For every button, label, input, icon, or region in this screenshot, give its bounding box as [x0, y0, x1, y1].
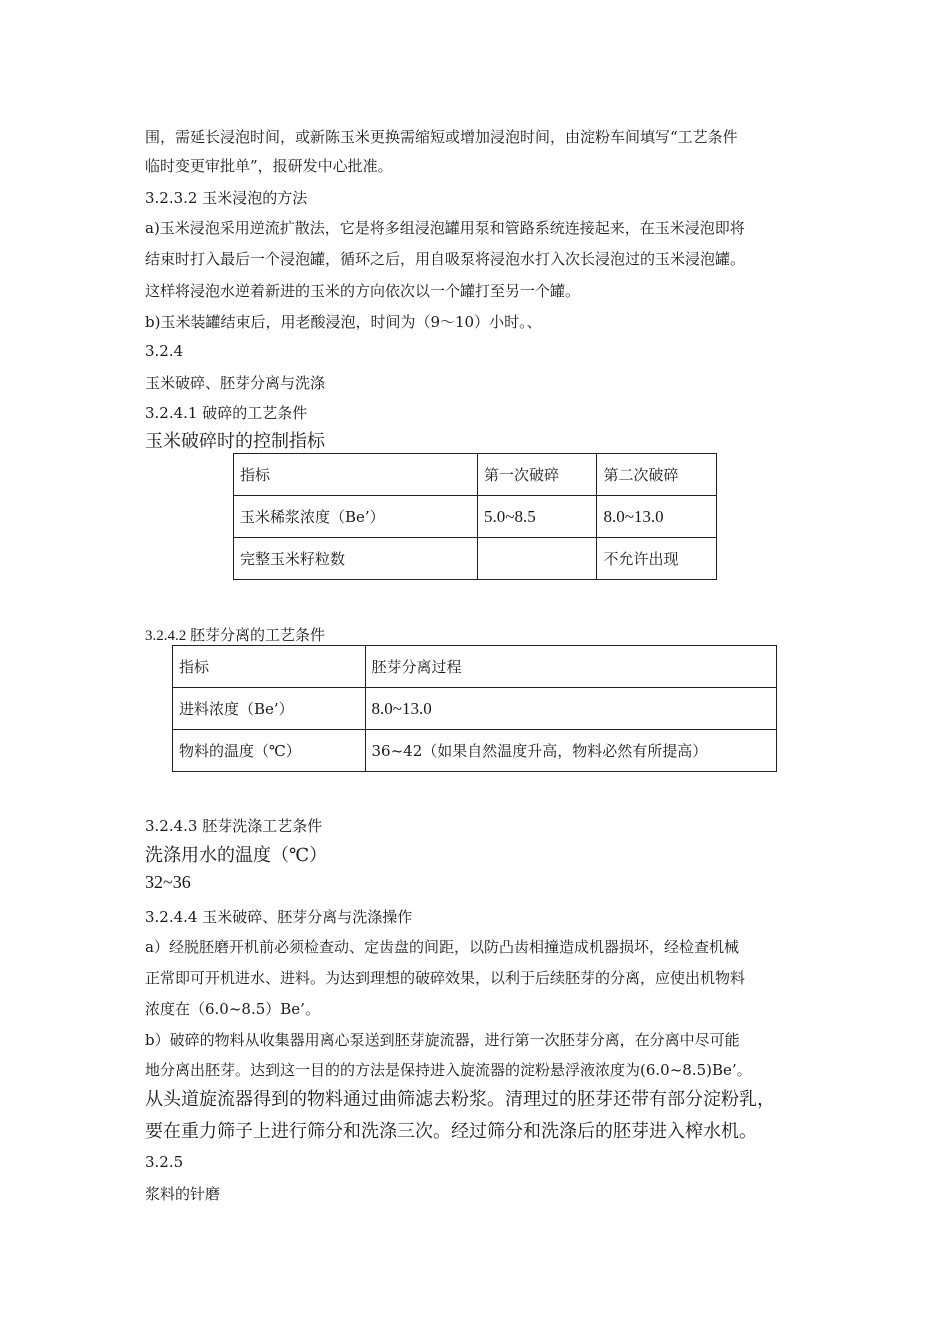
table-cell: 36~42（如果自然温度升高，物料必然有所提高）	[365, 730, 776, 772]
table-row	[234, 496, 717, 538]
value-line: 32~36	[145, 872, 191, 892]
table-cell: 指标	[234, 454, 478, 496]
section-heading: 3.2.4.2 胚芽分离的工艺条件	[145, 628, 326, 644]
text-line: 地分离出胚芽。达到这一目的的方法是保持进入旋流器的淀粉悬浮液浓度为(6.0~8.5)Be’。	[145, 1061, 752, 1079]
table-cell	[478, 538, 597, 580]
text-line: 结束时打入最后一个浸泡罐，循环之后，用自吸泵将浸泡水打入次长浸泡过的玉米浸泡罐。	[145, 250, 746, 268]
crushing-control-table	[233, 453, 717, 580]
germ-separation-table	[172, 645, 777, 772]
table-cell: 第一次破碎	[478, 454, 597, 496]
text-line: 浓度在（6.0~8.5）Be’。	[145, 1000, 320, 1018]
section-heading: 3.2.4.4 玉米破碎、胚芽分离与洗涤操作	[145, 908, 413, 926]
section-number: 3.2.5	[145, 1153, 184, 1171]
text-line: 要在重力筛子上进行筛分和洗涤三次。经过筛分和洗涤后的胚芽进入榨水机。	[145, 1121, 757, 1142]
table-cell: 指标	[173, 646, 366, 688]
text-line: a）经脱胚磨开机前必须检查动、定齿盘的间距，以防凸齿相撞造成机器损坏，经检查机械	[145, 938, 739, 956]
table-cell: 物料的温度（℃）	[173, 730, 366, 772]
section-title: 玉米破碎、胚芽分离与洗涤	[145, 374, 326, 392]
table-cell: 完整玉米籽粒数	[234, 538, 478, 580]
table-header-row	[234, 454, 717, 496]
text-line: a)玉米浸泡采用逆流扩散法，它是将多组浸泡罐用泵和管路系统连接起来，在玉米浸泡即将	[145, 219, 745, 237]
table-cell: 胚芽分离过程	[365, 646, 776, 688]
table-header-row	[173, 646, 777, 688]
table-cell: 8.0~13.0	[597, 496, 717, 538]
section-number: 3.2.4	[145, 342, 184, 360]
section-heading: 3.2.3.2 玉米浸泡的方法	[145, 189, 308, 207]
section-title: 浆料的针磨	[145, 1185, 221, 1203]
section-heading: 3.2.4.1 破碎的工艺条件	[145, 404, 308, 422]
table-cell: 不允许出现	[597, 538, 717, 580]
section-heading: 3.2.4.3 胚芽洗涤工艺条件	[145, 817, 323, 835]
table-cell: 玉米稀浆浓度（Be’）	[234, 496, 478, 538]
text-line: 这样将浸泡水逆着新进的玉米的方向依次以一个罐打至另一个罐。	[145, 282, 581, 300]
text-line: 正常即可开机进水、进料。为达到理想的破碎效果，以利于后续胚芽的分离，应使出机物料	[145, 969, 746, 987]
table-cell: 5.0~8.5	[478, 496, 597, 538]
table-row	[173, 730, 777, 772]
text-line: 临时变更审批单”，报研发中心批准。	[145, 157, 393, 175]
text-line: b）破碎的物料从收集器用离心泵送到胚芽旋流器，进行第一次胚芽分离，在分离中尽可能	[145, 1031, 740, 1049]
table-cell: 进料浓度（Be’）	[173, 688, 366, 730]
text-line: b)玉米装罐结束后，用老酸浸泡，时间为（9～10）小时。、	[145, 313, 542, 331]
table-cell: 第二次破碎	[597, 454, 717, 496]
table-cell: 8.0~13.0	[365, 688, 776, 730]
text-line: 围，需延长浸泡时间，或新陈玉米更换需缩短或增加浸泡时间，由淀粉车间填写“工艺条件	[145, 128, 738, 146]
table-row	[234, 538, 717, 580]
text-line: 从头道旋流器得到的物料通过曲筛滤去粉浆。清理过的胚芽还带有部分淀粉乳，	[145, 1089, 775, 1110]
table-row	[173, 688, 777, 730]
table-caption: 玉米破碎时的控制指标	[145, 431, 325, 452]
label-line: 洗涤用水的温度（℃）	[145, 845, 328, 866]
